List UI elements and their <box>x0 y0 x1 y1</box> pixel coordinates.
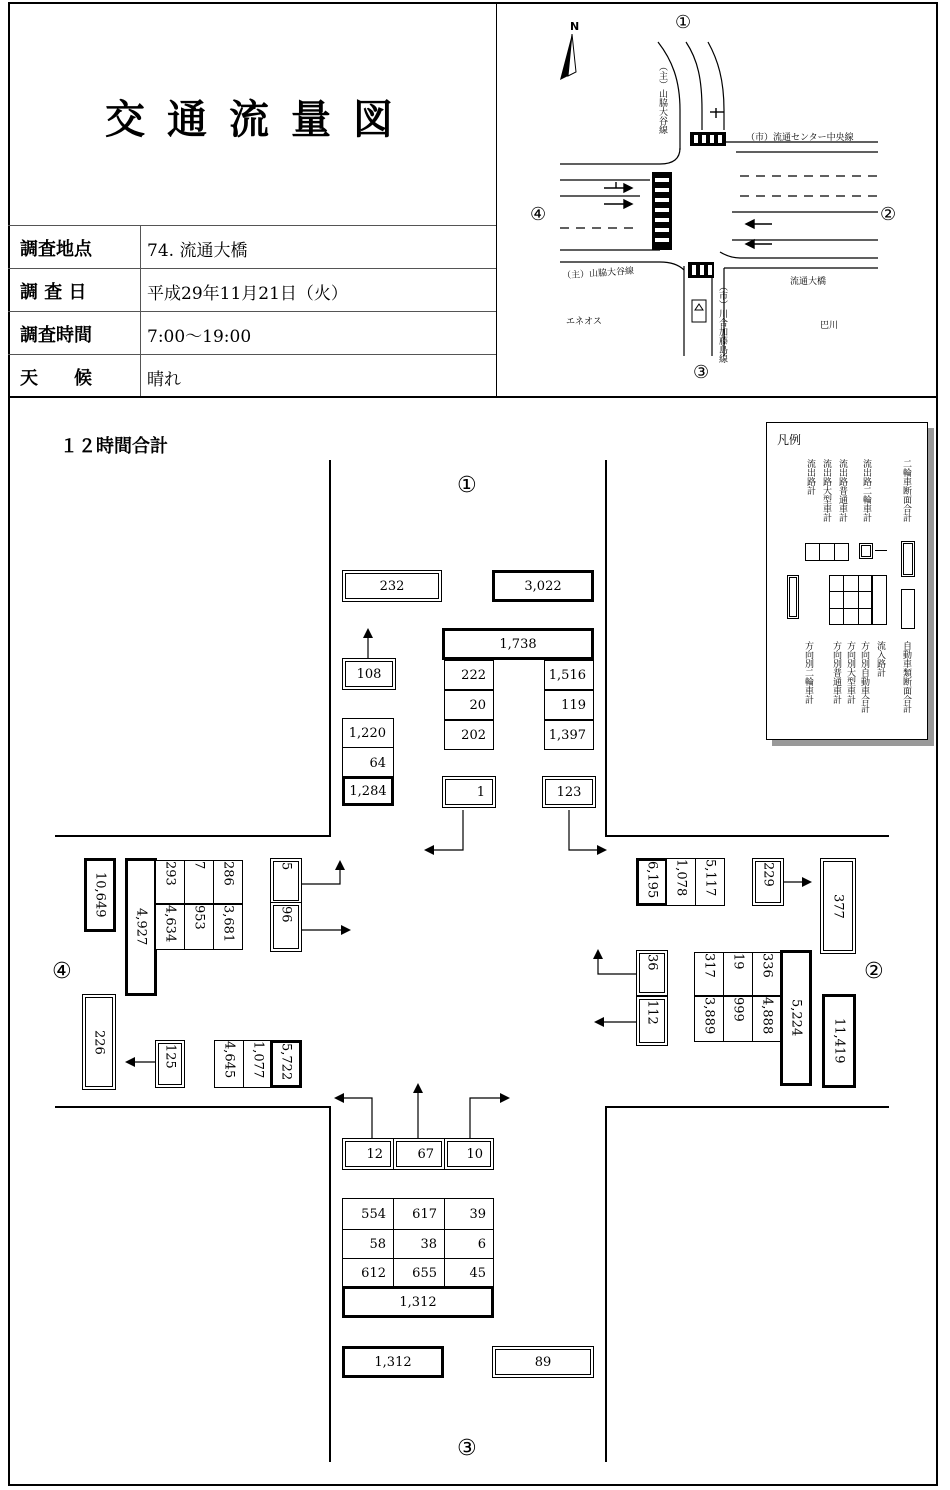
s-bike-right: 10 <box>444 1138 494 1170</box>
e-exit-bike: 229 <box>752 858 784 906</box>
w-cross-bike: 226 <box>82 994 116 1090</box>
legend-top-5: 二輪車断面合計 <box>901 459 911 522</box>
n-cell: 202 <box>444 720 494 750</box>
n-cell: 20 <box>444 690 494 720</box>
s-cross-bike: 89 <box>492 1346 594 1378</box>
s-bike-straight: 67 <box>393 1138 445 1170</box>
s-cell: 612 <box>342 1258 394 1288</box>
label-time: 調査時間 <box>20 325 92 346</box>
road-west: （主）山脇大谷線 <box>561 266 635 282</box>
value-time: 7:00～19:00 <box>147 327 252 347</box>
value-location: 74. 流通大橋 <box>147 241 248 261</box>
s-cell: 617 <box>393 1198 445 1230</box>
map-label-1: ① <box>675 12 692 33</box>
w-exit-bike: 125 <box>155 1040 185 1088</box>
n-in-total: 1,738 <box>442 628 594 660</box>
s-cell: 655 <box>393 1258 445 1288</box>
poi-tomoe: 巴川 <box>820 321 839 331</box>
poi-eneos: エネオス <box>566 317 602 327</box>
map-label-2: ② <box>880 204 897 225</box>
w-cell: 4,634 <box>155 904 185 950</box>
w-bike-bot: 96 <box>270 902 302 952</box>
legend-grid-box <box>829 575 887 625</box>
legend-bottom-3: 方向別大型車計 <box>845 641 855 704</box>
e-cell: 3,889 <box>694 996 724 1042</box>
label-location: 調査地点 <box>20 239 92 260</box>
w-out-total: 5,722 <box>270 1040 302 1088</box>
label-approach-4: ④ <box>52 959 72 984</box>
legend-bottom-5: 流入路計 <box>875 641 885 677</box>
s-in-total: 1,312 <box>342 1286 494 1318</box>
n-out-total: 1,284 <box>342 776 394 806</box>
road-north: （主）山脇大谷線 <box>657 62 667 134</box>
north-label: N <box>570 20 580 33</box>
e-out-total: 6,195 <box>636 858 668 906</box>
label-approach-1: ① <box>457 473 477 498</box>
legend-title: 凡例 <box>777 433 802 447</box>
legend-top-4: 流出路二輪車計 <box>861 459 871 522</box>
s-out-total: 1,312 <box>342 1346 444 1378</box>
legend-top-2: 流出路大型車計 <box>821 459 831 522</box>
n-out-bike: 232 <box>342 570 442 602</box>
e-cell: 317 <box>694 952 724 996</box>
w-cell: 286 <box>213 860 243 904</box>
w-cell: 953 <box>184 904 214 950</box>
n-bike-left: 123 <box>542 776 596 808</box>
map-label-3: ③ <box>693 362 710 383</box>
s-cell: 45 <box>444 1258 494 1288</box>
n-cell: 119 <box>544 690 594 720</box>
e-cross-total: 11,419 <box>822 994 856 1088</box>
w-in-total: 4,927 <box>125 858 157 996</box>
w-cross-total: 10,649 <box>84 858 116 932</box>
legend-bottom-4: 方向別自動車合計 <box>859 641 869 713</box>
e-out-normal: 5,117 <box>695 858 725 906</box>
legend-car-total-box <box>901 589 915 629</box>
e-cell: 999 <box>723 996 753 1042</box>
legend-top-1: 流出路計 <box>805 459 815 495</box>
legend-bottom-6: 自動車類断面合計 <box>901 641 911 713</box>
e-bike-bot: 112 <box>636 996 668 1046</box>
s-cell: 554 <box>342 1198 394 1230</box>
legend-top-3: 流出路普通車計 <box>837 459 847 522</box>
legend-bottom-1: 方向別二輪車計 <box>803 641 813 704</box>
e-bike-top: 36 <box>636 950 668 996</box>
s-cell: 6 <box>444 1229 494 1259</box>
legend-bike-box <box>859 543 873 559</box>
s-cell: 58 <box>342 1229 394 1259</box>
legend <box>766 422 928 740</box>
w-cell: 3,681 <box>213 904 243 950</box>
label-approach-2: ② <box>864 959 884 984</box>
s-cell: 38 <box>393 1229 445 1259</box>
road-east-bottom: 流通大橋 <box>790 277 827 287</box>
map-label-4: ④ <box>530 204 547 225</box>
legend-bottom-2: 方向別普通車計 <box>831 641 841 704</box>
n-cell: 1,516 <box>544 660 594 690</box>
s-bike-left: 12 <box>342 1138 394 1170</box>
legend-dir-bike-box <box>787 575 799 619</box>
e-cell: 336 <box>752 952 782 996</box>
e-cell: 4,888 <box>752 996 782 1042</box>
label-approach-3: ③ <box>457 1436 477 1461</box>
w-cell: 293 <box>155 860 185 904</box>
value-date: 平成29年11月21日（火） <box>147 284 348 304</box>
w-out-normal: 4,645 <box>214 1040 244 1088</box>
w-out-large: 1,077 <box>243 1040 273 1088</box>
n-cell: 1,397 <box>544 720 594 750</box>
road-east-top: （市）流通センター中央線 <box>746 133 854 143</box>
n-exit-bike: 108 <box>342 658 396 690</box>
legend-out-box <box>805 543 849 561</box>
w-bike-top: 5 <box>270 858 302 904</box>
s-cell: 39 <box>444 1198 494 1230</box>
n-cross-bike: 3,022 <box>492 570 594 602</box>
legend-cross-bike-box <box>901 541 915 577</box>
n-cell: 222 <box>444 660 494 690</box>
n-bike-right: 1 <box>442 776 496 808</box>
e-out-large: 1,078 <box>666 858 696 906</box>
e-cell: 19 <box>723 952 753 996</box>
n-out-large: 64 <box>342 748 394 778</box>
e-cross-bike: 377 <box>820 858 856 954</box>
w-cell: 7 <box>184 860 214 904</box>
label-date: 調 査 日 <box>20 282 87 303</box>
road-south: （市）川合加藤島線 <box>717 282 727 363</box>
diagram-subtitle: １２時間合計 <box>60 436 168 457</box>
label-weather: 天 候 <box>20 368 92 389</box>
value-weather: 晴れ <box>147 370 181 390</box>
page-title: 交通流量図 <box>105 97 415 143</box>
n-out-normal: 1,220 <box>342 718 394 748</box>
e-in-total: 5,224 <box>780 950 812 1086</box>
